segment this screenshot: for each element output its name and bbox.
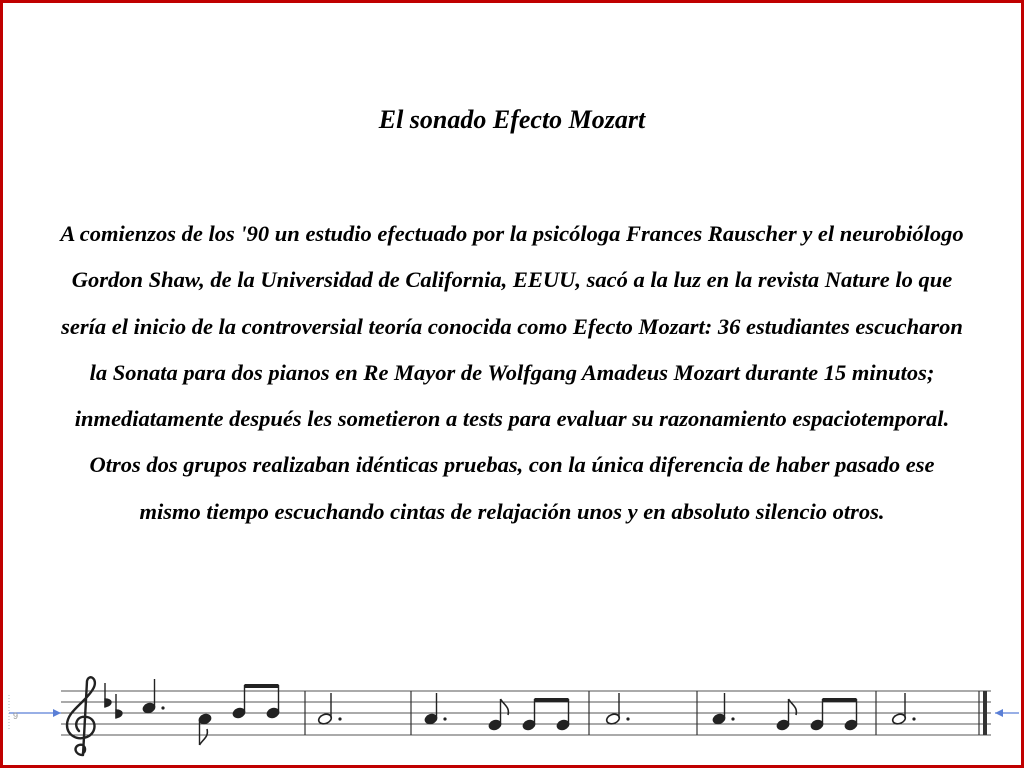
note-beam-group bbox=[810, 699, 858, 731]
note bbox=[891, 693, 915, 725]
note bbox=[605, 693, 629, 725]
note bbox=[712, 693, 735, 725]
note bbox=[424, 693, 447, 725]
note bbox=[776, 699, 797, 731]
measure-number: 9 bbox=[13, 711, 19, 721]
note-beam-group bbox=[522, 699, 570, 731]
treble-clef-icon bbox=[67, 677, 95, 755]
slide-title: El sonado Efecto Mozart bbox=[378, 105, 646, 134]
note bbox=[488, 699, 509, 731]
note bbox=[317, 693, 341, 725]
note bbox=[198, 713, 212, 745]
slide-body-text: A comienzos de los '90 un estudio efectuado por la psicóloga Frances Rauscher y el neurobiólogo Gordon Shaw, de la Universidad de California, EEUU, sacó a la luz en la revista Nature lo que sería el inicio de la controversial teoría conocida como Efecto Mozart: 36 estudiantes escucharon la Sonata para dos pianos en Re Mayor de Wolfgang Amadeus Mozart durante 15 minutos; inmediatamente después les sometieron a tests para evaluar su razonamiento espaciotemporal. Otros dos grupos realizaban idénticas pruebas, con la única diferencia de haber pasado ese mismo tiempo escuchando cintas de relajación unos y en absoluto silencio otros. bbox=[60, 221, 964, 524]
music-staff bbox=[3, 675, 1021, 765]
note bbox=[142, 679, 165, 714]
